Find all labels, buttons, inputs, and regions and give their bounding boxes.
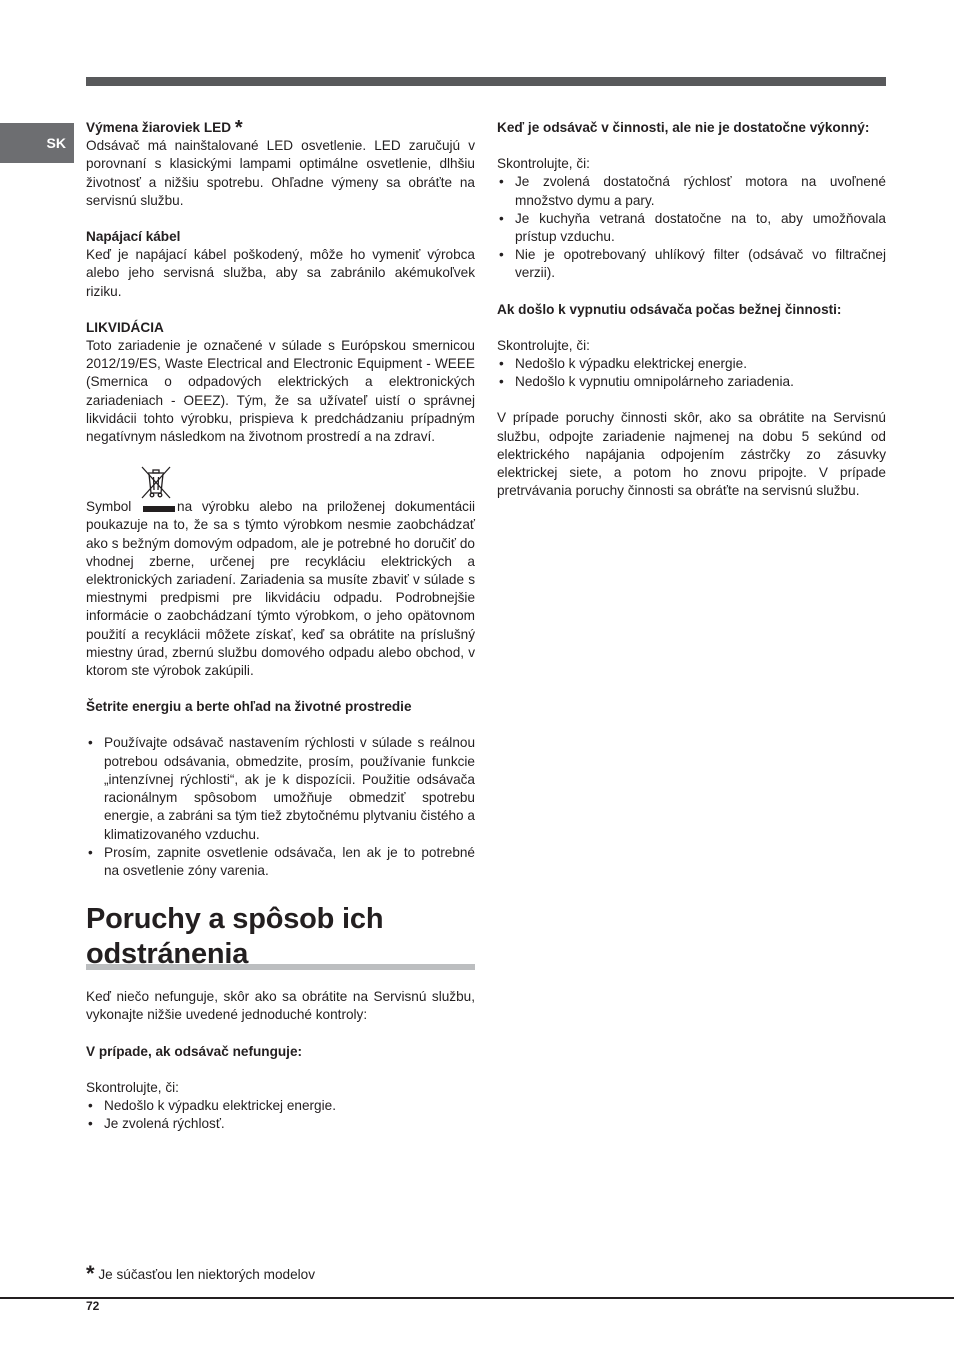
list-item: • Je zvolená rýchlosť.	[86, 1115, 475, 1133]
language-label: SK	[46, 134, 66, 151]
off-heading: Ak došlo k vypnutiu odsávača počas bežnej činnosti:	[497, 301, 842, 317]
troubleshoot-intro: Keď niečo nefunguje, skôr ako sa obrátite na Servisnú službu, vykonajte nižšie uvedené jednoduché kontroly:	[86, 989, 475, 1023]
weee-symbol-paragraph	[86, 464, 475, 680]
closing-text: V prípade poruchy činnosti skôr, ako sa obrátite na Servisnú službu, odpojte zariadenie najmenej na dobu 5 sekúnd od elektrického napájania odpojením zástrčky zo zásuvky elektrickej siete, a potom ho znovu pripojte. V prípade pretrvávania poruchy činnosti sa obráťte na servisnú službu.	[497, 410, 886, 499]
led-heading: Výmena žiaroviek LED *	[86, 117, 243, 139]
list-item: • Je zvolená dostatočná rýchlosť motora na uvoľnené množstvo dymu a pary.	[497, 173, 886, 209]
weak-list	[497, 173, 886, 282]
list-item: • Nedošlo k vypnutiu omnipolárneho zariadenia.	[497, 373, 886, 391]
footnote-text: Je súčasťou len niektorých modelov	[98, 1267, 316, 1282]
left-column	[86, 119, 475, 1133]
check-label: Skontrolujte, či:	[497, 156, 590, 172]
off-list	[497, 355, 886, 391]
energy-heading: Šetrite energiu a berte ohľad na životné prostredie	[86, 699, 412, 715]
asterisk-icon: *	[234, 117, 243, 139]
cable-heading: Napájací kábel	[86, 229, 181, 245]
led-text: Odsávač má nainštalované LED osvetlenie. LED zaručujú v porovnaní s klasickými lampami optimálne osvetlenie, dlhšiu životnosť a nižšiu spotrebu. Ohľadne výmeny sa obráťte na servisnú službu.	[86, 138, 475, 208]
disposal-heading: LIKVIDÁCIA	[86, 319, 164, 335]
disposal-text: Toto zariadenie je označené v súlade s Európskou smernicou 2012/19/ES, Waste Electrical and Electronic Equipment - WEEE (Smernica o odpadových elektrických a elektronických zariadeniach - OEEZ). Tým, že sa užívateľ uistí o správnej likvidácii tohto výrobku, prispieva k predchádzaniu prípadným negatívnym následkom na životnom prostredí a na zdraví.	[86, 338, 475, 445]
list-item: • Používajte odsávač nastavením rýchlosti v súlade s reálnou potrebou odsávania, obmedzite, prosím, používanie funkcie „intenzívnej rýchlosti“, ak je k dispozícii. Použitie odsávača racionálnym spôsobom umožňuje obmedziť spotrebu energie, a zabráni sa tým tiež zbytočnému plytvaniu čistého a klimatizovaného vzduchu.	[86, 734, 475, 843]
not-working-list	[86, 1097, 475, 1133]
page-number: 72	[86, 1299, 100, 1313]
not-working-heading: V prípade, ak odsávač nefunguje:	[86, 1043, 303, 1059]
list-item: • Prosím, zapnite osvetlenie odsávača, len ak je to potrebné na osvetlenie zóny varenia.	[86, 844, 475, 880]
asterisk-icon: *	[86, 1261, 95, 1286]
footnote	[86, 1261, 316, 1286]
symbol-label: Symbol	[86, 499, 132, 515]
list-item: • Je kuchyňa vetraná dostatočne na to, aby umožňovala prístup vzduchu.	[497, 210, 886, 246]
section-title: Poruchy a spôsob ich odstránenia	[86, 903, 384, 971]
weak-heading: Keď je odsávač v činnosti, ale nie je dostatočne výkonný:	[497, 120, 870, 135]
energy-list	[86, 734, 475, 880]
right-column	[497, 119, 886, 500]
language-tab	[0, 123, 74, 163]
check-label: Skontrolujte, či:	[86, 1079, 179, 1095]
header-bar	[86, 77, 886, 86]
check-label: Skontrolujte, či:	[497, 337, 590, 353]
list-item: • Nedošlo k výpadku elektrickej energie.	[497, 355, 886, 373]
crossed-bin-icon	[138, 464, 174, 500]
list-item: • Nie je opotrebovaný uhlíkový filter (odsávač vo filtračnej verzii).	[497, 246, 886, 282]
list-item: • Nedošlo k výpadku elektrickej energie.	[86, 1097, 475, 1115]
symbol-text: na výrobku alebo na priloženej dokumentácii poukazuje na to, že sa s týmto výrobkom nesmie zaobchádzať ako s bežným domovým odpadom, ale je potrebné ho doručiť do vhodnej zberne, určenej pre recykláciu elektrických a elektronických zariadení. Zariadenia sa musíte zbaviť v súlade s miestnymi predpismi pre likvidáciu odpadu. Podrobnejšie informácie o zaobchádzaní týmto výrobkom, o jeho opätovnom použití a recyklácii môžete získať, keď sa obrátite na príslušný miestny úrad, zbernú službu domového odpadu alebo obchod, v ktorom ste výrobok zakúpili.	[86, 499, 475, 679]
footer-rule	[0, 1297, 954, 1299]
black-bar-icon	[143, 506, 175, 512]
cable-text: Keď je napájací kábel poškodený, môže ho vymeniť výrobca alebo jeho servisná služba, aby sa zabránilo akémukoľvek riziku.	[86, 247, 475, 299]
